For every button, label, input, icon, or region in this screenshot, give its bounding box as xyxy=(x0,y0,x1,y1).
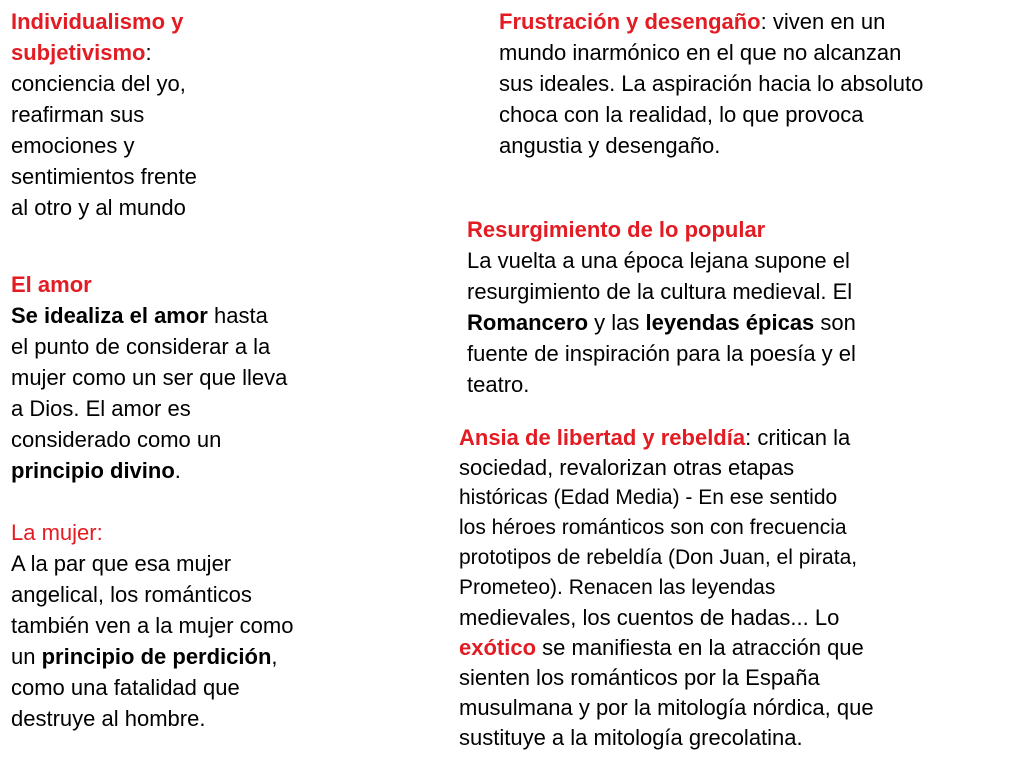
son: son xyxy=(814,310,856,335)
text-line: sociedad, revalorizan otras etapas xyxy=(459,455,795,480)
amor-lead-bold: Se idealiza el amor xyxy=(11,303,208,328)
libertad-first-rest: : critican la xyxy=(745,425,851,450)
amor-lead-rest: hasta xyxy=(207,303,268,328)
amor-principio-divino: principio divino xyxy=(11,458,175,483)
text-line: choca con la realidad, lo que provoca xyxy=(499,102,864,127)
text-line: a Dios. El amor es xyxy=(11,396,191,421)
text-line: sentimientos frente xyxy=(11,164,197,189)
mujer-un: un xyxy=(11,644,42,669)
text-line: angustia y desengaño. xyxy=(499,133,721,158)
romancero: Romancero xyxy=(467,310,589,335)
mujer-heading: La mujer: xyxy=(11,520,103,545)
individualismo-section xyxy=(11,6,197,223)
text-line: sienten los románticos por la España xyxy=(459,665,820,690)
leyendas-epicas: leyendas épicas xyxy=(645,310,815,335)
text-line: el punto de considerar a la xyxy=(11,334,271,359)
text-line: medievales, los cuentos de hadas... Lo xyxy=(459,605,840,630)
text-line: al otro y al mundo xyxy=(11,195,186,220)
frustracion-section xyxy=(499,6,923,161)
text-line: angelical, los románticos xyxy=(11,582,252,607)
popular-section xyxy=(467,214,856,400)
text-line: Prometeo). Renacen las leyendas xyxy=(459,576,776,599)
amor-section xyxy=(11,269,287,486)
text-line: destruye al hombre. xyxy=(11,706,206,731)
exotico-rest: se manifiesta en la atracción que xyxy=(536,635,864,660)
frustracion-first-rest: : viven en un xyxy=(760,9,886,34)
frustracion-heading: Frustración y desengaño xyxy=(499,9,761,34)
text-line: musulmana y por la mitología nórdica, que xyxy=(459,695,874,720)
text-line: teatro. xyxy=(467,372,530,397)
text-line: como una fatalidad que xyxy=(11,675,240,700)
text-line: reafirman sus xyxy=(11,102,145,127)
text-line: sustituye a la mitología grecolatina. xyxy=(459,725,803,750)
text-line: prototipos de rebeldía (Don Juan, el pirata, xyxy=(459,546,858,569)
text-line: emociones y xyxy=(11,133,135,158)
exotico: exótico xyxy=(459,635,537,660)
text-line: históricas (Edad Media) - En ese sentido xyxy=(459,486,838,509)
text-line: fuente de inspiración para la poesía y el xyxy=(467,341,856,366)
text-line: mujer como un ser que lleva xyxy=(11,365,288,390)
colon: : xyxy=(145,40,152,65)
text-line: conciencia del yo, xyxy=(11,71,186,96)
text-line: mundo inarmónico en el que no alcanzan xyxy=(499,40,902,65)
libertad-section xyxy=(459,423,874,753)
text-line: La vuelta a una época lejana supone el xyxy=(467,248,850,273)
text-line: considerado como un xyxy=(11,427,222,452)
period: . xyxy=(174,458,181,483)
mujer-section xyxy=(11,517,293,734)
text-line: resurgimiento de la cultura medieval. El xyxy=(467,279,853,304)
text-line: los héroes románticos son con frecuencia xyxy=(459,516,847,539)
text-line: A la par que esa mujer xyxy=(11,551,232,576)
text-line: también ven a la mujer como xyxy=(11,613,294,638)
individualismo-heading: Individualismo y xyxy=(11,9,184,34)
y-las: y las xyxy=(588,310,646,335)
popular-heading: Resurgimiento de lo popular xyxy=(467,217,766,242)
comma: , xyxy=(271,644,278,669)
amor-heading: El amor xyxy=(11,272,92,297)
individualismo-heading-cont: subjetivismo xyxy=(11,40,146,65)
mujer-principio-perdicion: principio de perdición xyxy=(41,644,272,669)
libertad-heading: Ansia de libertad y rebeldía xyxy=(459,425,746,450)
text-line: sus ideales. La aspiración hacia lo absoluto xyxy=(499,71,924,96)
